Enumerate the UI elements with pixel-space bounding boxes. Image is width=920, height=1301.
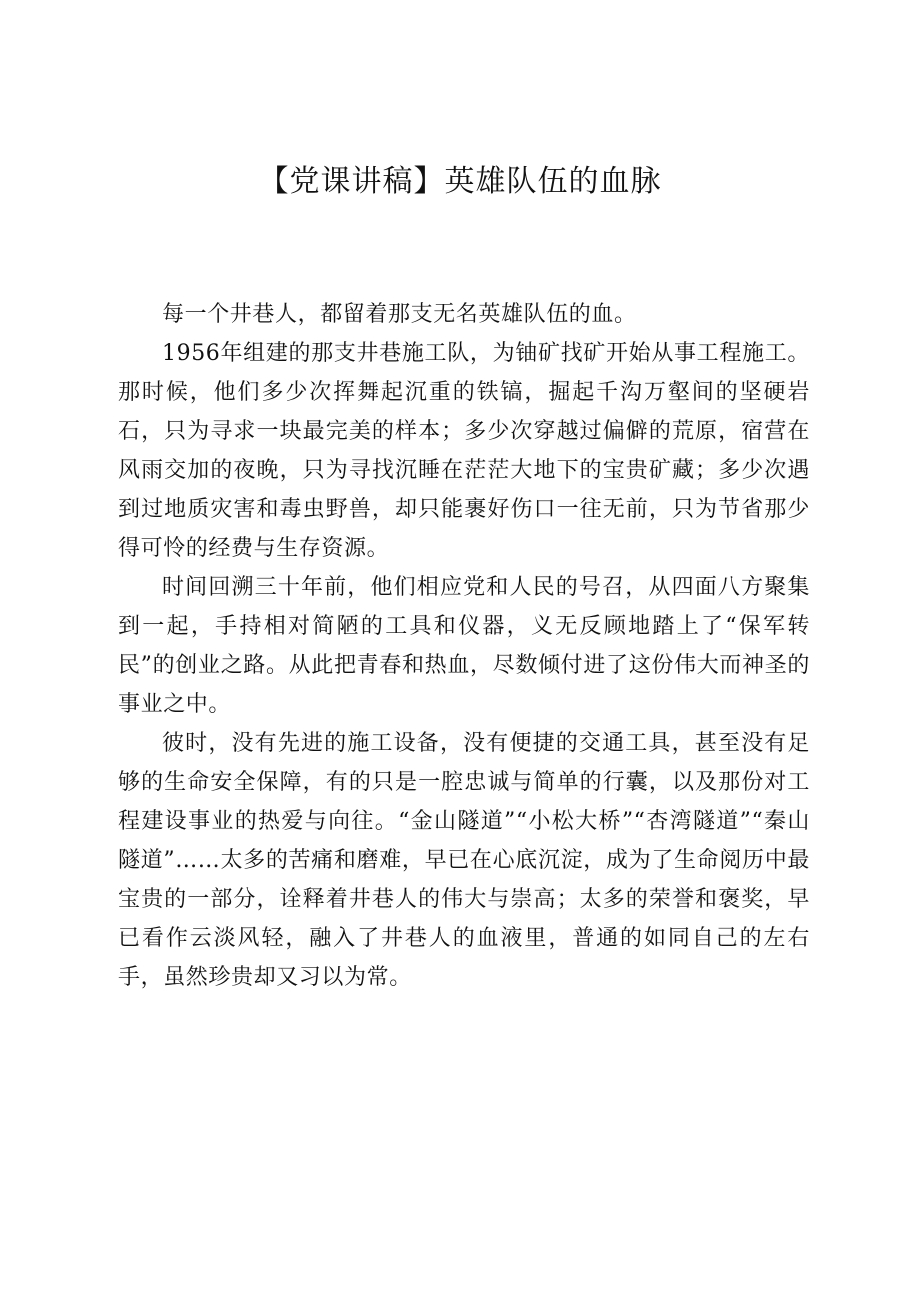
paragraph-2: 1956年组建的那支井巷施工队，为铀矿找矿开始从事工程施工。那时候，他们多少次挥舞起沉重的铁镐，掘起千沟万壑间的坚硬岩石，只为寻求一块最完美的样本；多少次穿越过偏僻的荒原，宿营在风雨交加的夜晚，只为寻找沉睡在茫茫大地下的宝贵矿藏；多少次遇到过地质灾害和毒虫野兽，却只能裹好伤口一往无前，只为节省那少得可怜的经费与生存资源。 [118,341,810,561]
paragraph-4: 彼时，没有先进的施工设备，没有便捷的交通工具，甚至没有足够的生命安全保障，有的只是一腔忠诚与简单的行囊，以及那份对工程建设事业的热爱与向往。“金山隧道”“小松大桥”“杏湾隧道”“秦山隧道”……太多的苦痛和磨难，早已在心底沉淀，成为了生命阅历中最宝贵的一部分，诠释着井巷人的伟大与崇高；太多的荣誉和褒奖，早已看作云淡风轻，融入了井巷人的血液里，普通的如同自己的左右手，虽然珍贵却又习以为常。 [118,731,810,990]
document-title: 【党课讲稿】英雄队伍的血脉 [258,164,662,199]
document-body [118,295,810,997]
paragraph-1: 每一个井巷人，都留着那支无名英雄队伍的血。 [162,302,637,327]
paragraph-3: 时间回溯三十年前，他们相应党和人民的号召，从四面八方聚集到一起，手持相对简陋的工具和仪器，义无反顾地踏上了“保军转民”的创业之路。从此把青春和热血，尽数倾付进了这份伟大而神圣的事业之中。 [118,575,810,717]
